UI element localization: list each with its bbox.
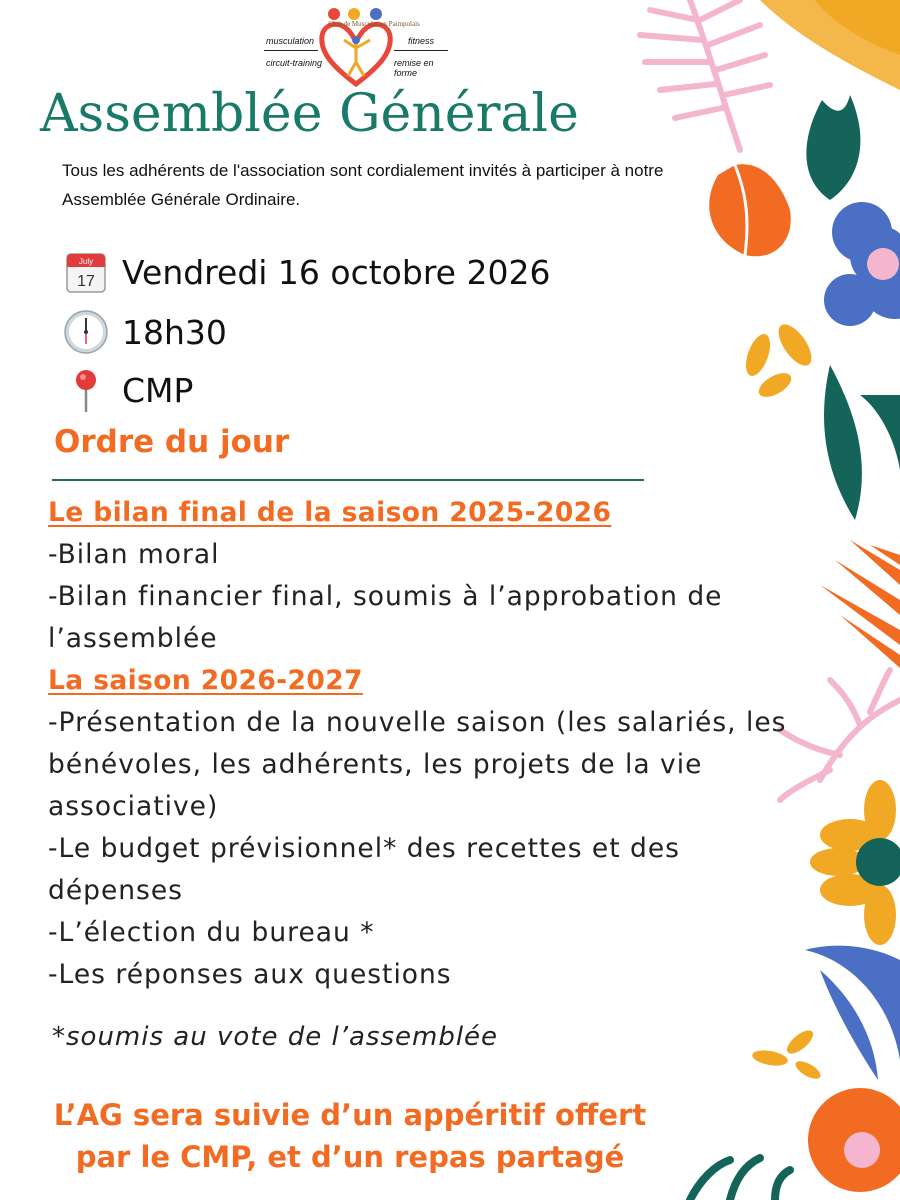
agenda-item: -Présentation de la nouvelle saison (les salariés, les bénévoles, les adhérents, les projets de la vie associative): [48, 707, 787, 822]
agenda-divider: [52, 479, 644, 481]
event-time: 18h30: [122, 312, 227, 352]
club-logo: [262, 6, 450, 88]
logo-label-fitness: fitness: [408, 36, 435, 46]
page-title: Assemblée Générale: [40, 84, 579, 144]
agenda-item: -Bilan financier final, soumis à l’approbation de l’assemblée: [48, 581, 723, 654]
agenda-title: Ordre du jour: [54, 424, 290, 460]
agenda-item: -Bilan moral: [48, 539, 220, 570]
agenda-section-heading: La saison 2026-2027: [48, 665, 363, 696]
calendar-icon: [62, 248, 110, 296]
club-name: Club de Musculation Paimpolais: [328, 20, 420, 28]
logo-divider: [394, 50, 448, 51]
calendar-day: 17: [77, 273, 95, 290]
logo-label-musculation: musculation: [266, 36, 315, 46]
logo-divider: [264, 50, 318, 51]
closing-message: L’AG sera suivie d’un appéritif offert par le CMP, et d’un repas partagé: [53, 1098, 647, 1174]
intro-text: Tous les adhérents de l'association sont cordialement invités à participer à notre Assemblée Générale Ordinaire.: [62, 161, 664, 209]
time-row: [62, 308, 227, 356]
place-row: [62, 366, 193, 414]
logo-label-circuit-training: circuit-training: [266, 58, 323, 68]
round-pushpin-icon: [62, 366, 110, 414]
agenda-item: -Le budget prévisionnel* des recettes et des dépenses: [48, 833, 680, 906]
clock-icon: [62, 308, 110, 356]
event-date: Vendredi 16 octobre 2026: [122, 252, 551, 292]
footnote: *soumis au vote de l’assemblée: [52, 1022, 499, 1052]
agenda-list: [48, 492, 788, 996]
logo-label-remise-en-forme: remise en forme: [394, 58, 434, 78]
event-place: CMP: [122, 370, 194, 410]
agenda-item: -Les réponses aux questions: [48, 959, 452, 990]
calendar-month: July: [78, 257, 94, 266]
agenda-item: -L’élection du bureau *: [48, 917, 375, 948]
date-row: [62, 248, 550, 296]
agenda-section-heading: Le bilan final de la saison 2025-2026: [48, 497, 612, 528]
